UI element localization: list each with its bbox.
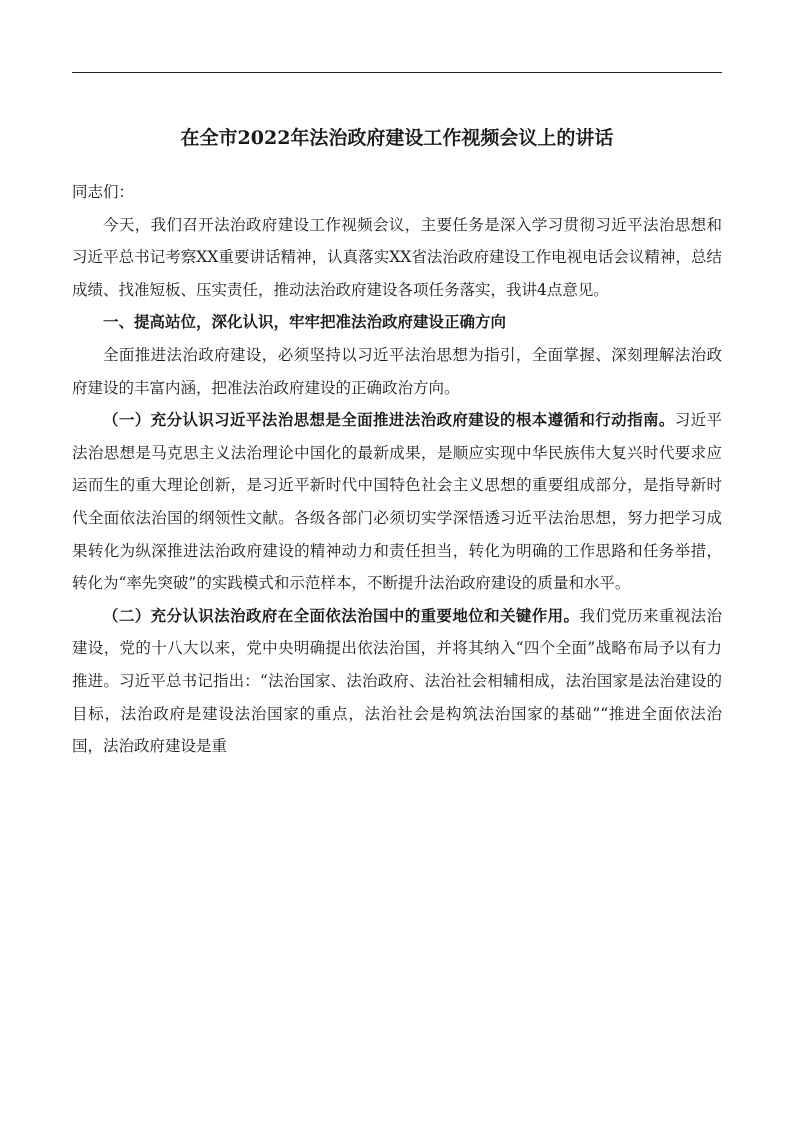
subsection-2-lead: （二）充分认识法治政府在全面依法治国中的重要地位和关键作用。	[103, 605, 580, 625]
subsection-1-text: 习近平法治思想是马克思主义法治理论中国化的最新成果，是顺应实现中华民族伟大复兴时代要求应运而生的重大理论创新，是习近平新时代中国特色社会主义思想的重要组成部分，是指导新时代全面依法治国的纲领性文献。各级各部门必须切实学深悟透习近平法治思想，努力把学习成果转化为纵深推进法治政府建设的精神动力和责任担当，转化为明确的工作思路和任务举措，转化为“率先突破”的实践模式和示范样本，不断提升法治政府建设的质量和水平。	[72, 411, 722, 593]
header-rule	[72, 72, 722, 73]
subsection-1-lead: （一）充分认识习近平法治思想是全面推进法治政府建设的根本遵循和行动指南。	[103, 410, 675, 430]
paragraph-subsection-2	[72, 600, 722, 763]
document-body	[72, 120, 722, 763]
paragraph-section-1-intro: 全面推进法治政府建设，必须坚持以习近平法治思想为指引，全面掌握、深刻理解法治政府建设的丰富内涵，把准法治政府建设的正确政治方向。	[72, 345, 722, 397]
paragraph-subsection-1	[72, 404, 722, 600]
subsection-2-text: 我们党历来重视法治建设，党的十八大以来，党中央明确提出依法治国，并将其纳入“四个全面”战略布局予以有力推进。习近平总书记指出：“法治国家、法治政府、法治社会相辅相成，法治国家是法治建设的目标，法治政府是建设法治国家的重点，法治社会是构筑法治国家的基础”“推进全面依法治国，法治政府建设是重	[72, 606, 722, 756]
paragraph-intro: 今天，我们召开法治政府建设工作视频会议，主要任务是深入学习贯彻习近平法治思想和习近平总书记考察XX重要讲话精神，认真落实XX省法治政府建设工作电视电话会议精神，总结成绩、找准短板、压实责任，推动法治政府建设各项任务落实，我讲4点意见。	[72, 215, 722, 299]
section-heading-1: 一、提高站位，深化认识，牢牢把准法治政府建设正确方向	[103, 312, 507, 332]
greeting: 同志们：	[72, 183, 135, 201]
document-title: 在全市2022年法治政府建设工作视频会议上的讲话	[180, 127, 614, 149]
